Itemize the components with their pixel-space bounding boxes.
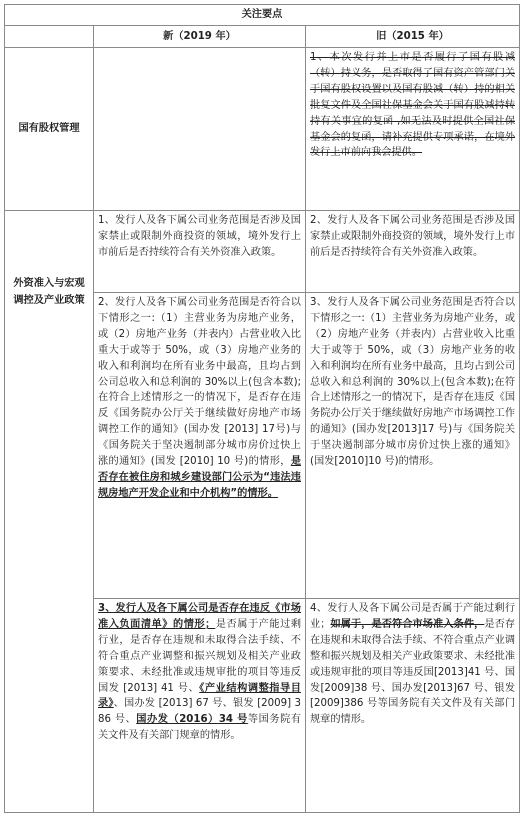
foreign-item1-new-cell: 1、发行人及各下属公司业务范围是否涉及国家禁止或限制外商投资的领域，境外发行上市前后是否持续符合有关外资准入政策。 [94, 211, 306, 293]
table-row [5, 48, 520, 211]
category-equity-management: 国有股权管理 [5, 48, 94, 211]
table-row [5, 211, 520, 293]
equity-old-text: 1、本次发行并上市是否履行了国有股减（转）持义务，是否取得了国有资产管部门关于国有股权设置以及国有股减（转）持的相关批复文件及全国社保基金会关于国有股减持转持有关事宜的复函 ,如无法及时提供全国社保基金会的复函，请补充提供专项承诺，在境外发行上市前向我会提供。 [310, 52, 516, 159]
foreign-item2-new-text: 2、发行人及各下属公司业务范围是否符合以下情形之一:（1）主营业务为房地产业务，或（2）房地产业务（并表内）占营业收入比重大于或等于 50%，或（3）房地产业务的收入和利润均在所有业务中最高，且均占到公司总收入和总利润的 30%以上(包含本数);在符合上述情形之一的情况下，是否存在违反《国务院办公厅关于继续做好房地产市场调控工作的通知》(国办发 [2013] 17号)与《国务院关于坚决遏制部分城市房价过快上涨的通知》(国发 [2010] 10 号)的情形， [98, 297, 301, 468]
foreign-item2-new-cell [94, 293, 306, 599]
column-header-old: 旧（2015 年） [306, 26, 520, 48]
category-foreign-access-macro-policy: 外资准入与宏观调控及产业政策 [5, 211, 94, 813]
requirements-table [4, 4, 520, 813]
foreign-item2-old-cell: 3、发行人及各下属公司业务范围是否符合以下情形之一:（1）主营业务为房地产业务，或（2）房地产业务（并表内）占营业收入比重大于或等于 50%，或（3）房地产业务的收入和利润均在所有业务中最高，且均占到公司总收入和总利润的 30%以上(包含本数);在符合上述情形之一的情况下，是否存在违反《国务院办公厅关于继续做好房地产市场调控工作的通知》(国办发[2013]17 号)与《国务院关于坚决遏制部分城市房价过快上涨的通知》(国发[2010]10 号)的情形。 [306, 293, 520, 599]
table-title: 关注要点 [5, 5, 520, 26]
foreign-item3-new-text-2: 、国办发 [2013] 67 号、银发 [2009] 386 号、 [98, 698, 301, 726]
foreign-item3-new-text: 是否属于产能过剩行业，是否存在违规和未取得合法手续、不符合重点产业调整和振兴规划及相关产业政策要求、未经批准或违规审批的项目等违反国发 [2013] 41 号、 [98, 618, 302, 694]
equity-new-cell [94, 48, 306, 211]
foreign-item3-old-cell [306, 599, 520, 813]
foreign-item3-old-text: 4、发行人及各下属公司是否属于产能过剩行业； [310, 603, 516, 630]
foreign-item3-new-added-text: 3、发行人及各下属公司是否存在违反《市场准入负面清单》的情形； [98, 603, 301, 630]
foreign-item1-old-cell: 2、发行人及各下属公司业务范围是否涉及国家禁止或限制外商投资的领域，境外发行上市前后是否持续符合有关外资准入政策。 [306, 211, 520, 293]
header-empty-cell [5, 26, 94, 48]
foreign-item2-new-added-text: 是否存在被住房和城乡建设部门公示为“违法违规房地产开发企业和中介机构”的情形。 [98, 456, 301, 499]
column-header-new: 新（2019 年） [94, 26, 306, 48]
foreign-item3-new-catalog-text: 《产业结构调整指导目录》 [98, 682, 301, 710]
equity-old-cell [306, 48, 520, 211]
foreign-item3-new-text-3: 等国务院有关文件及有关部门规章的情形。 [98, 714, 302, 742]
foreign-item3-old-text-2: 是否存在违规和未取得合法手续、不符合重点产业调整和振兴规划及相关产业政策要求、未经批准或违规审批的项目等违反国[2013]41 号、国发[2009]38 号、国办发[2013]67 号、银发[2009]386 号等国务院有关文件及有关部门规章的情形。 [310, 618, 516, 726]
foreign-item3-new-cell [94, 599, 306, 813]
foreign-item3-new-doc-text: 国办发（2016）34 号 [136, 714, 248, 726]
foreign-item3-old-deleted-text: 如属于，是否符合市场准入条件， [330, 618, 485, 630]
